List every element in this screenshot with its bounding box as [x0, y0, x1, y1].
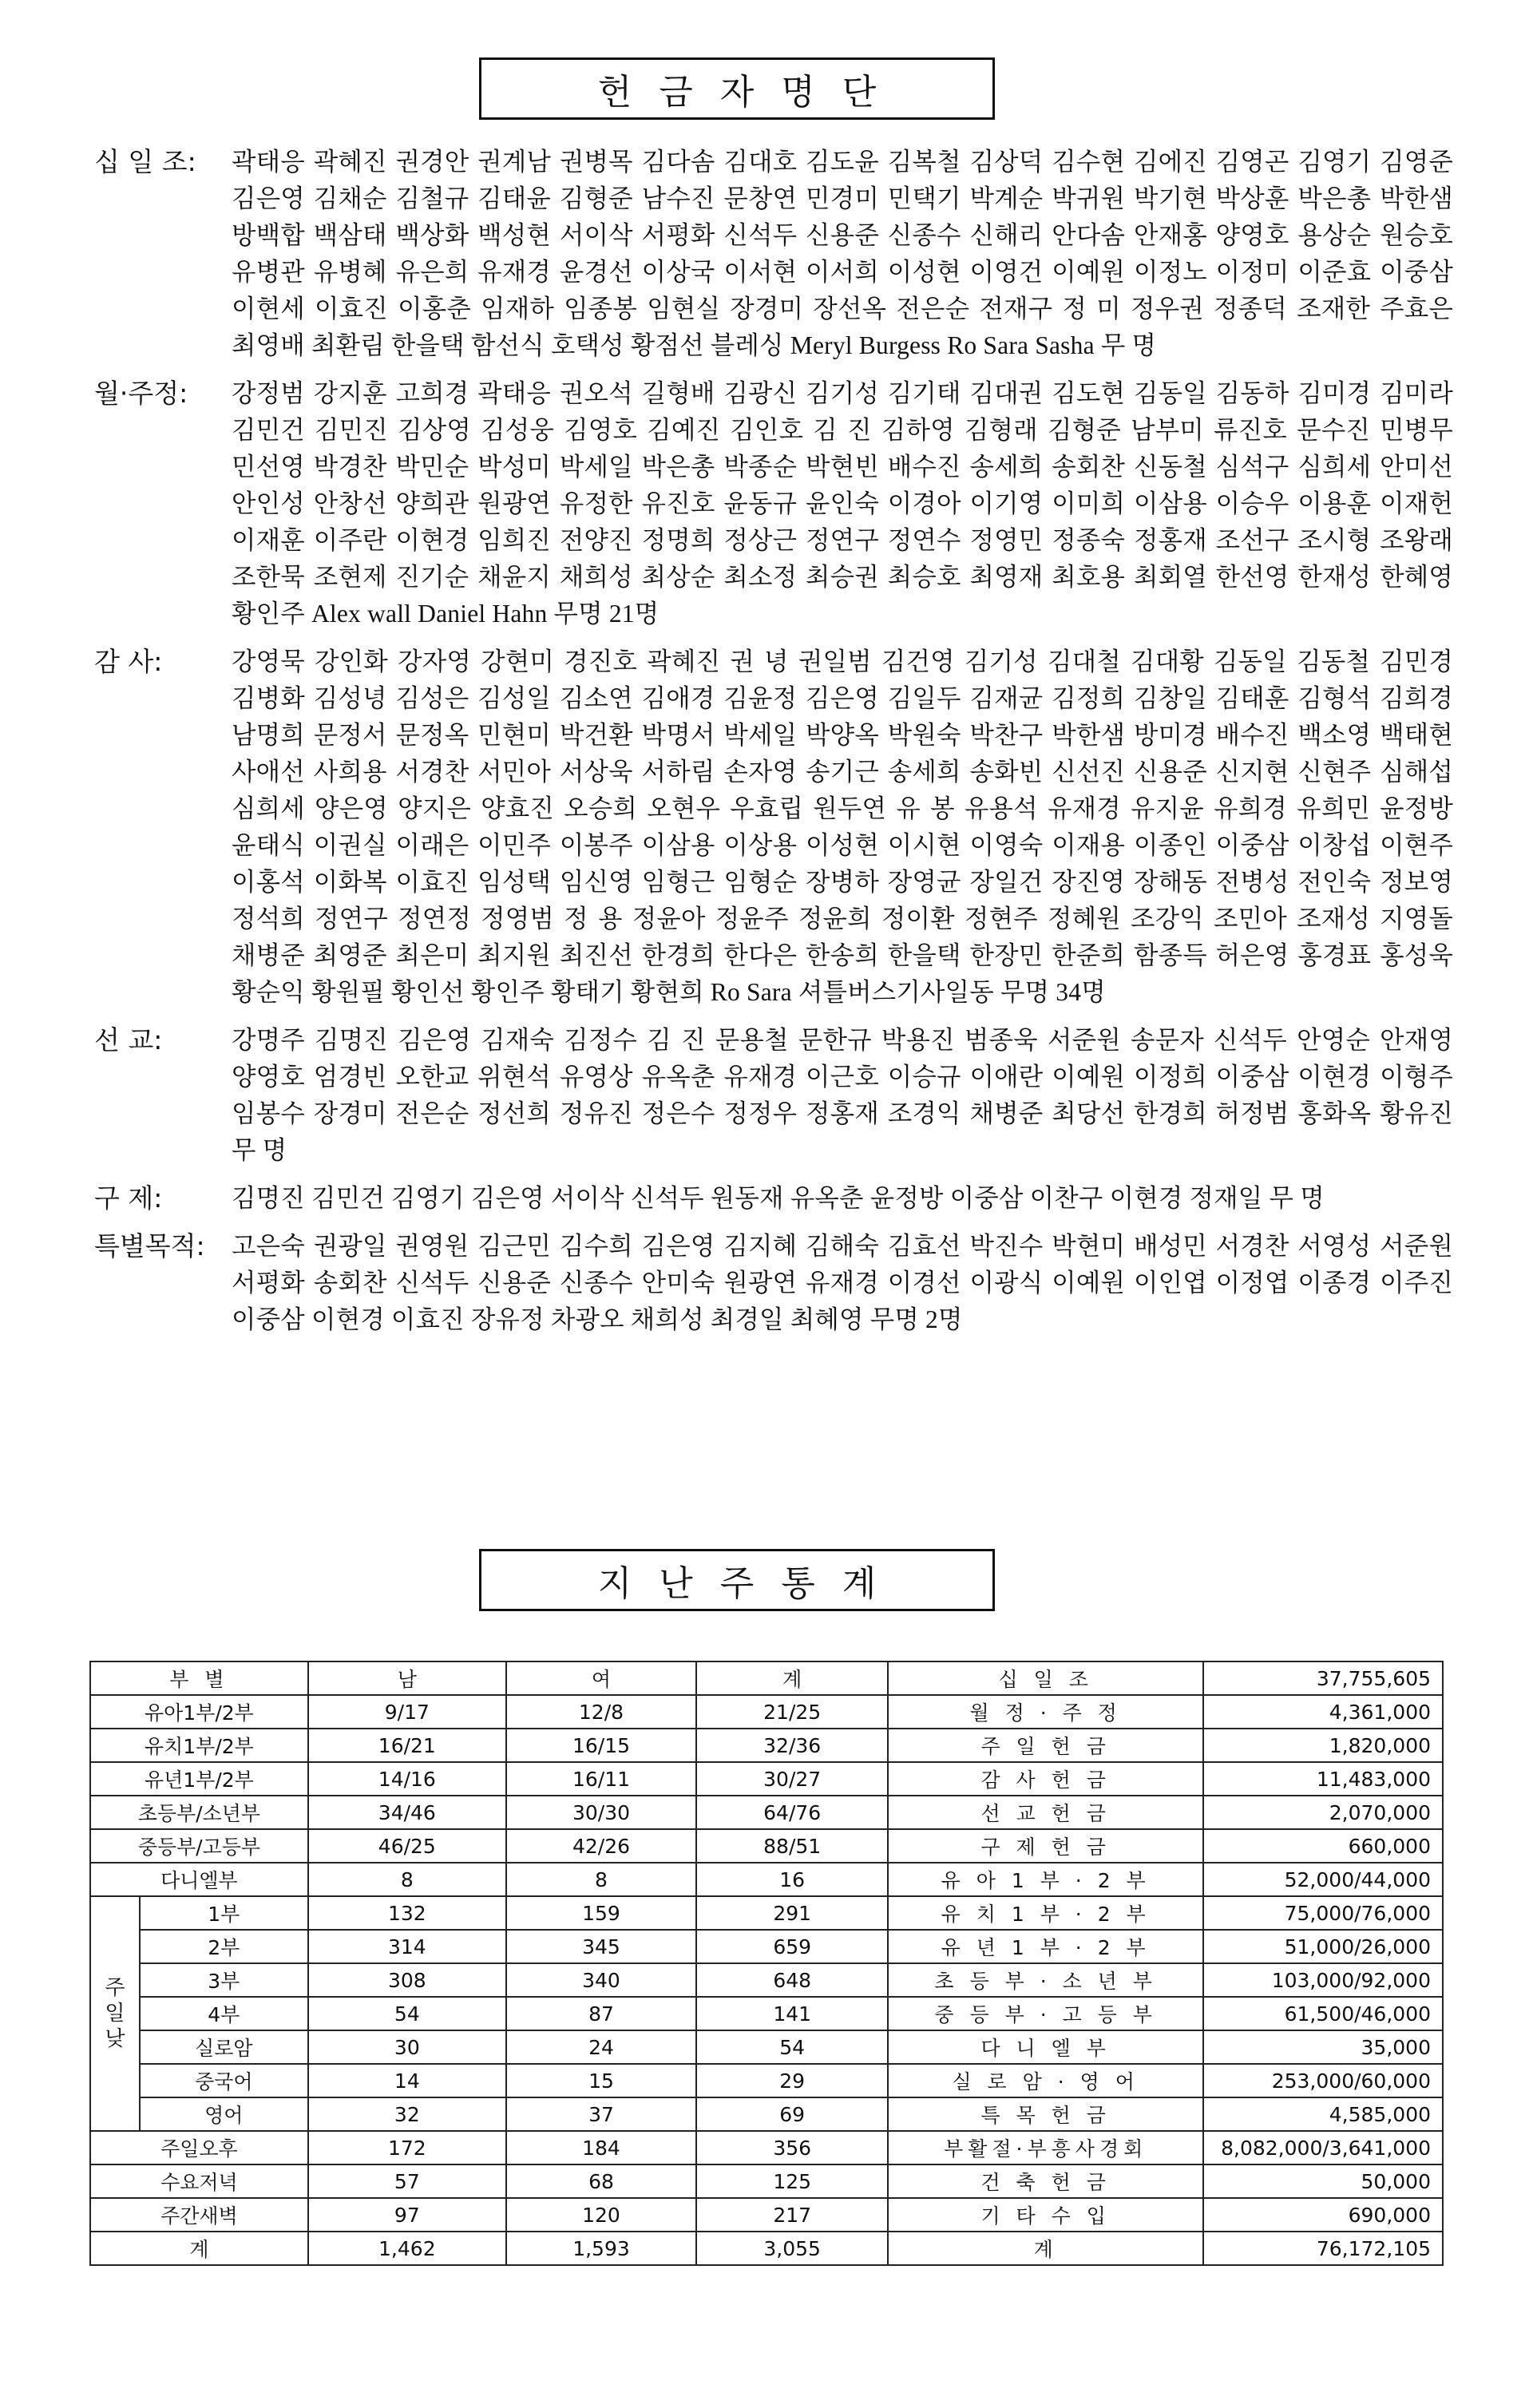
- offering-amount-cell: 660,000: [1203, 1829, 1443, 1863]
- dept-cell: 중등부/고등부: [90, 1829, 308, 1863]
- sunday-stats-row: [90, 1997, 1443, 2030]
- female-cell: 1,593: [506, 2232, 696, 2265]
- offering-item-cell: 건 축 헌 금: [888, 2164, 1203, 2198]
- category-names: 강영묵 강인화 강자영 강현미 경진호 곽혜진 권 녕 권일범 김건영 김기성 김대철 김대황 김동일 김동철 김민경 김병화 김성녕 김성은 김성일 김소연 김애경 김윤정 김은영 김일두 김재균 김정희 김창일 김태훈 김형석 김희경 남명희 문정서 문정옥 민현미 박건환 박명서 박세일 박양옥 박원숙 박찬구 박한샘 방미경 배수진 백소영 백태현 사애선 사희용 서경찬 서민아 서상욱 서하림 손자영 송기근 송세희 송화빈 신선진 신용준 신지현 신현주 심해섭 심희세 양은영 양지은 양효진 오승희 오현우 우효립 원두연 유 봉 유용석 유재경 유지윤 유희경 유희민 윤정방 윤태식 이권실 이래은 이민주 이봉주 이삼용 이상용 이성현 이시현 이영숙 이재용 이종인 이중삼 이창섭 이현주 이홍석 이화복 이효진 임성택 임신영 임형근 임형순 장병하 장영균 장일건 장진영 장해동 전병성 전인숙 정보영 정석희 정연구 정연정 정영범 정 용 정윤아 정윤주 정윤희 정이환 정현주 정혜원 조강익 조민아 조재성 지영돌 채병준 최영준 최은미 최지원 최진선 한경희 한다은 한송희 한을택 한장민 한준희 함종득 허은영 홍경표 홍성욱 황순익 황원필 황인선 황인주 황태기 황현희 Ro Sara 셔틀버스기사일동 무명 34명: [232, 648, 1460, 1006]
- stats-row: [90, 2131, 1443, 2164]
- offering-item-cell: 유 년 1 부 · 2 부: [888, 1930, 1203, 1963]
- total-cell: 64/76: [696, 1796, 888, 1829]
- stats-total-row: [90, 2232, 1443, 2265]
- category-label: 특별목적:: [94, 1230, 205, 1261]
- dept-cell: 영어: [140, 2097, 308, 2131]
- category-names: 강정범 강지훈 고희경 곽태응 권오석 길형배 김광신 김기성 김기태 김대권 김도현 김동일 김동하 김미경 김미라 김민건 김민진 김상영 김성웅 김영호 김예진 김인호 김 진 김하영 김형래 김형준 남부미 류진호 문수진 민병무 민선영 박경찬 박민순 박성미 박세일 박은총 박종순 박현빈 배수진 송세희 송회찬 신동철 심석구 심희세 안미선 안인성 안창선 양희관 원광연 유정한 유진호 윤동규 윤인숙 이경아 이기영 이미희 이삼용 이승우 이용훈 이재헌 이재훈 이주란 이현경 임희진 전양진 정명희 정상근 정연구 정연수 정영민 정종숙 정홍재 조선구 조시형 조왕래 조한묵 조현제 진기순 채윤지 채희성 최상순 최소정 최승권 최승호 최영재 최호용 최회열 한선영 한재성 한혜영 황인주 Alex wall Daniel Hahn 무명 21명: [232, 379, 1460, 628]
- male-cell: 172: [308, 2131, 506, 2164]
- offering-amount-cell: 61,500/46,000: [1203, 1997, 1443, 2030]
- total-cell: 69: [696, 2097, 888, 2131]
- sunday-stats-row: [90, 1963, 1443, 1997]
- total-cell: 141: [696, 1997, 888, 2030]
- female-cell: 340: [506, 1963, 696, 1997]
- total-cell: 30/27: [696, 1762, 888, 1796]
- male-cell: 32: [308, 2097, 506, 2131]
- female-cell: 68: [506, 2164, 696, 2198]
- dept-cell: 유년1부/2부: [90, 1762, 308, 1796]
- total-cell: 88/51: [696, 1829, 888, 1863]
- female-cell: 24: [506, 2030, 696, 2064]
- stats-row: [90, 1762, 1443, 1796]
- offering-item-cell: 기 타 수 입: [888, 2198, 1203, 2232]
- offering-amount-cell: 103,000/92,000: [1203, 1963, 1443, 1997]
- offering-amount-cell: 51,000/26,000: [1203, 1930, 1443, 1963]
- male-cell: 314: [308, 1930, 506, 1963]
- offering-item-cell: 구 제 헌 금: [888, 1829, 1203, 1863]
- total-cell: 16: [696, 1863, 888, 1896]
- offering-item-cell: 계: [888, 2232, 1203, 2265]
- total-cell: 21/25: [696, 1695, 888, 1729]
- male-cell: 16/21: [308, 1729, 506, 1762]
- male-cell: 57: [308, 2164, 506, 2198]
- category-names: 곽태응 곽혜진 권경안 권계남 권병목 김다솜 김대호 김도윤 김복철 김상덕 김수현 김에진 김영곤 김영기 김영준 김은영 김채순 김철규 김태윤 김형준 남수진 문창연 민경미 민택기 박계순 박귀원 박기현 박상훈 박은총 박한샘 방백합 백삼태 백상화 백성현 서이삭 서평화 신석두 신용준 신종수 신해리 안다솜 안재홍 양영호 용상순 원승호 유병관 유병혜 유은희 유재경 윤경선 이상국 이서현 이서희 이성현 이영건 이예원 이정노 이정미 이준효 이중삼 이현세 이효진 이홍춘 임재하 임종봉 임현실 장경미 장선옥 전은순 전재구 정 미 정우권 정종덕 조재한 주효은 최영배 최환림 한을택 함선식 호택성 황점선 블레싱 Meryl Burgess Ro Sara Sasha 무 명: [232, 148, 1460, 359]
- female-cell: 120: [506, 2198, 696, 2232]
- total-cell: 29: [696, 2064, 888, 2097]
- total-cell: 217: [696, 2198, 888, 2232]
- donor-list-title: 헌금자명단: [479, 57, 995, 120]
- donor-category-relief: [94, 1180, 1453, 1217]
- female-cell: 42/26: [506, 1829, 696, 1863]
- sunday-stats-row: [90, 1930, 1443, 1963]
- stats-row: [90, 2198, 1443, 2232]
- male-cell: 132: [308, 1896, 506, 1930]
- total-cell: 648: [696, 1963, 888, 1997]
- male-cell: 9/17: [308, 1695, 506, 1729]
- offering-item-cell: 월 정 · 주 정: [888, 1695, 1203, 1729]
- offering-amount-cell: 253,000/60,000: [1203, 2064, 1443, 2097]
- female-cell: 87: [506, 1997, 696, 2030]
- dept-cell: 4부: [140, 1997, 308, 2030]
- stats-row: [90, 2164, 1443, 2198]
- male-cell: 34/46: [308, 1796, 506, 1829]
- offering-amount-cell: 1,820,000: [1203, 1729, 1443, 1762]
- category-label: 구 제:: [94, 1182, 163, 1214]
- offering-amount-cell: 8,082,000/3,641,000: [1203, 2131, 1443, 2164]
- female-cell: 37: [506, 2097, 696, 2131]
- female-cell: 12/8: [506, 1695, 696, 1729]
- donor-category-special-purpose: [94, 1228, 1460, 1338]
- offering-amount-cell: 2,070,000: [1203, 1796, 1443, 1829]
- offering-item-cell: 다 니 엘 부: [888, 2030, 1203, 2064]
- stats-header-row: [90, 1661, 1443, 1695]
- offering-item-cell: 부활절·부흥사경회: [888, 2131, 1203, 2164]
- male-cell: 8: [308, 1863, 506, 1896]
- dept-cell: 1부: [140, 1896, 308, 1930]
- male-cell: 30: [308, 2030, 506, 2064]
- female-cell: 345: [506, 1930, 696, 1963]
- stats-row: [90, 1863, 1443, 1896]
- donor-category-monthly-weekly: [94, 375, 1460, 632]
- total-cell: 291: [696, 1896, 888, 1930]
- offering-item-cell: 유 치 1 부 · 2 부: [888, 1896, 1203, 1930]
- stats-row: [90, 1829, 1443, 1863]
- dept-cell: 유아1부/2부: [90, 1695, 308, 1729]
- dept-cell: 실로암: [140, 2030, 308, 2064]
- donor-category-missions: [94, 1022, 1460, 1169]
- total-cell: 356: [696, 2131, 888, 2164]
- dept-cell: 계: [90, 2232, 308, 2265]
- offering-amount-cell: 35,000: [1203, 2030, 1443, 2064]
- donor-category-thanksgiving: [94, 644, 1460, 1011]
- dept-cell: 다니엘부: [90, 1863, 308, 1896]
- category-names: 강명주 김명진 김은영 김재숙 김정수 김 진 문용철 문한규 박용진 범종욱 서준원 송문자 신석두 안영순 안재영 양영호 엄경빈 오한교 위현석 유영상 유옥춘 유재경 이근호 이승규 이애란 이예원 이정희 이중삼 이현경 이형주 임봉수 장경미 전은순 정선희 정유진 정은수 정정우 정홍재 조경익 채병준 최당선 한경희 허정범 홍화옥 황유진 무 명: [232, 1026, 1460, 1164]
- offering-item-cell: 특 목 헌 금: [888, 2097, 1203, 2131]
- category-label: 십 일 조:: [94, 146, 196, 177]
- male-cell: 54: [308, 1997, 506, 2030]
- category-names: 김명진 김민건 김영기 김은영 서이삭 신석두 원동재 유옥춘 윤정방 이중삼 이찬구 이현경 정재일 무 명: [232, 1184, 1325, 1212]
- male-cell: 14/16: [308, 1762, 506, 1796]
- female-cell: 184: [506, 2131, 696, 2164]
- sunday-stats-row: [90, 2064, 1443, 2097]
- dept-cell: 유치1부/2부: [90, 1729, 308, 1762]
- category-names: 고은숙 권광일 권영원 김근민 김수희 김은영 김지혜 김해숙 김효선 박진수 박현미 배성민 서경찬 서영성 서준원 서평화 송회찬 신석두 신용준 신종수 안미숙 원광연 유재경 이경선 이광식 이예원 이인엽 이정엽 이종경 이주진 이중삼 이현경 이효진 장유정 차광오 채희성 최경일 최혜영 무명 2명: [232, 1232, 1460, 1333]
- offering-amount-cell: 37,755,605: [1203, 1661, 1443, 1695]
- offering-item-cell: 유 아 1 부 · 2 부: [888, 1863, 1203, 1896]
- offering-item-cell: 중 등 부 · 고 등 부: [888, 1997, 1203, 2030]
- sunday-stats-row: [90, 2030, 1443, 2064]
- dept-cell: 수요저녁: [90, 2164, 308, 2198]
- header-male: 남: [308, 1661, 506, 1695]
- header-female: 여: [506, 1661, 696, 1695]
- offering-amount-cell: 50,000: [1203, 2164, 1443, 2198]
- female-cell: 30/30: [506, 1796, 696, 1829]
- dept-cell: 주간새벽: [90, 2198, 308, 2232]
- female-cell: 16/15: [506, 1729, 696, 1762]
- category-label: 월·주정:: [94, 378, 188, 409]
- dept-cell: 2부: [140, 1930, 308, 1963]
- female-cell: 15: [506, 2064, 696, 2097]
- dept-cell: 주일오후: [90, 2131, 308, 2164]
- dept-cell: 3부: [140, 1963, 308, 1997]
- total-cell: 32/36: [696, 1729, 888, 1762]
- male-cell: 1,462: [308, 2232, 506, 2265]
- total-cell: 3,055: [696, 2232, 888, 2265]
- male-cell: 46/25: [308, 1829, 506, 1863]
- stats-row: [90, 1695, 1443, 1729]
- offering-item-cell: 선 교 헌 금: [888, 1796, 1203, 1829]
- offering-amount-cell: 75,000/76,000: [1203, 1896, 1443, 1930]
- dept-cell: 초등부/소년부: [90, 1796, 308, 1829]
- category-label: 선 교:: [94, 1024, 163, 1055]
- offering-amount-cell: 52,000/44,000: [1203, 1863, 1443, 1896]
- offering-amount-cell: 690,000: [1203, 2198, 1443, 2232]
- offering-amount-cell: 4,361,000: [1203, 1695, 1443, 1729]
- offering-item-cell: 십 일 조: [888, 1661, 1203, 1695]
- female-cell: 8: [506, 1863, 696, 1896]
- dept-cell: 중국어: [140, 2064, 308, 2097]
- offering-item-cell: 주 일 헌 금: [888, 1729, 1203, 1762]
- sunday-stats-row: [90, 1896, 1443, 1930]
- stats-table: [89, 1661, 1444, 2266]
- category-label: 감 사:: [94, 646, 163, 677]
- female-cell: 159: [506, 1896, 696, 1930]
- donor-list: [94, 144, 1460, 1349]
- stats-title: 지난주통계: [479, 1549, 995, 1611]
- sunday-stats-row: [90, 2097, 1443, 2131]
- offering-item-cell: 감 사 헌 금: [888, 1762, 1203, 1796]
- total-cell: 54: [696, 2030, 888, 2064]
- offering-amount-cell: 76,172,105: [1203, 2232, 1443, 2265]
- header-total: 계: [696, 1661, 888, 1695]
- sunday-label: 주 일 낮: [90, 1896, 140, 2131]
- donor-category-tithe: [94, 144, 1460, 364]
- offering-amount-cell: 11,483,000: [1203, 1762, 1443, 1796]
- offering-item-cell: 초 등 부 · 소 년 부: [888, 1963, 1203, 1997]
- total-cell: 125: [696, 2164, 888, 2198]
- total-cell: 659: [696, 1930, 888, 1963]
- offering-item-cell: 실 로 암 · 영 어: [888, 2064, 1203, 2097]
- stats-row: [90, 1729, 1443, 1762]
- offering-amount-cell: 4,585,000: [1203, 2097, 1443, 2131]
- male-cell: 97: [308, 2198, 506, 2232]
- male-cell: 308: [308, 1963, 506, 1997]
- female-cell: 16/11: [506, 1762, 696, 1796]
- header-dept: 부 별: [90, 1661, 308, 1695]
- male-cell: 14: [308, 2064, 506, 2097]
- stats-row: [90, 1796, 1443, 1829]
